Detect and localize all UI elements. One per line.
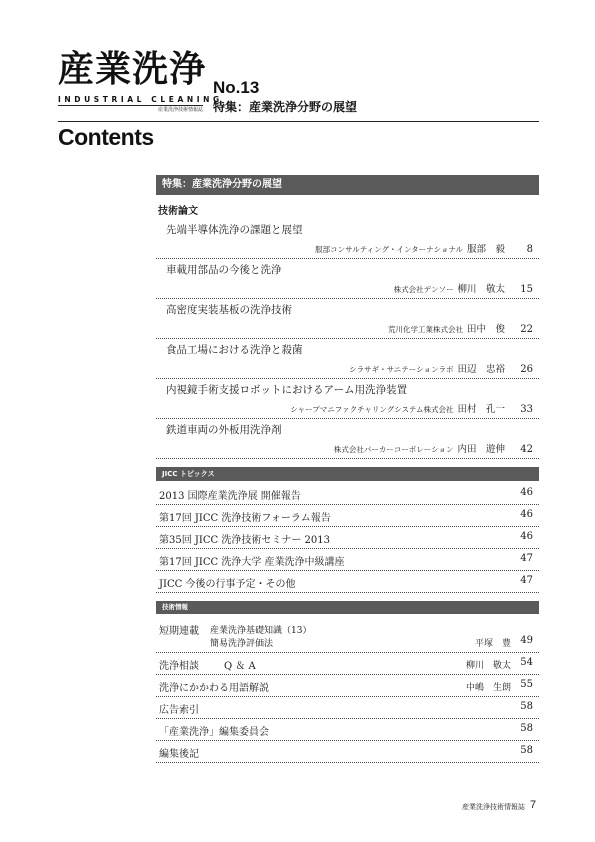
entry-category: 短期連載 (159, 626, 199, 637)
row-page: 46 (520, 509, 533, 520)
toc-row[interactable] (156, 483, 539, 505)
entry-author: 平塚 豊 (474, 639, 511, 649)
issue-theme: 特集：産業洗浄分野の展望 (213, 100, 358, 114)
entry-category: 洗浄相談 (159, 661, 199, 672)
journal-logo: 産業洗浄 (58, 49, 207, 90)
toc-article[interactable] (156, 258, 539, 299)
journal-logo-subtitle: 産業洗浄技術情報誌 (58, 105, 203, 114)
article-page: 33 (520, 404, 533, 415)
row-page: 46 (520, 531, 533, 542)
toc-glossary-entry[interactable] (156, 675, 539, 697)
article-page: 15 (520, 284, 533, 295)
article-title: 先端半導体洗浄の課題と展望 (166, 224, 303, 236)
article-author: 服部 毅 (466, 244, 505, 255)
row-page: 47 (520, 553, 533, 564)
article-title: 車載用部品の今後と洗浄 (166, 264, 282, 276)
toc-article[interactable] (156, 298, 539, 339)
entry-author: 中嶋 生朗 (465, 683, 511, 693)
article-organization: シャープマニファクチャリングシステム株式会社 (290, 405, 454, 414)
entry-page: 54 (520, 657, 533, 668)
article-title: 内視鏡手術支援ロボットにおけるアーム用洗浄装置 (166, 384, 408, 396)
toc-article[interactable] (156, 338, 539, 379)
row-title: 第35回 JICC 洗浄技術セミナー 2013 (159, 535, 330, 546)
row-title: 第17回 JICC 洗浄大学 産業洗浄中級講座 (159, 557, 345, 568)
toc-row[interactable] (156, 719, 539, 741)
article-author: 田辺 忠裕 (457, 364, 505, 375)
header-rule (58, 121, 539, 122)
article-organization: 株式会社パーカーコーポレーション (333, 445, 454, 454)
article-organization: シラサギ・サニテーションラボ (349, 365, 454, 374)
article-organization: 株式会社デンソー (393, 285, 454, 294)
entry-title: 産業洗浄基礎知識（13） (210, 626, 312, 636)
contents-title: Contents (58, 124, 154, 150)
article-author: 田中 俊 (466, 324, 505, 335)
entry-page: 49 (520, 635, 533, 646)
article-title: 鉄道車両の外板用洗浄剤 (166, 424, 282, 436)
toc-article[interactable] (156, 218, 539, 259)
entry-title: 洗浄にかかわる用語解説 (159, 683, 269, 694)
row-page: 58 (520, 723, 533, 734)
technical-papers-heading: 技術論文 (158, 206, 198, 217)
article-author: 柳川 敬太 (457, 284, 505, 295)
row-page: 46 (520, 487, 533, 498)
entry-author: 柳川 敬太 (465, 661, 511, 671)
toc-row[interactable] (156, 741, 539, 763)
toc-row[interactable] (156, 527, 539, 549)
toc-serial-entry[interactable] (156, 616, 539, 653)
toc-row[interactable] (156, 571, 539, 593)
article-page: 26 (520, 364, 533, 375)
entry-title: Q ＆ A (224, 661, 256, 672)
footer-page-number: 7 (530, 799, 537, 811)
toc-article[interactable] (156, 418, 539, 459)
article-title: 高密度実装基板の洗浄技術 (166, 304, 292, 316)
footer-journal-name: 産業洗浄技術情報誌 (462, 803, 525, 811)
journal-logo-english: INDUSTRIAL CLEANING (58, 95, 223, 104)
toc-row[interactable] (156, 549, 539, 571)
jicc-section-header: JICC トピックス (156, 467, 539, 481)
toc-row[interactable] (156, 505, 539, 527)
toc-article[interactable] (156, 378, 539, 419)
row-page: 58 (520, 701, 533, 712)
article-author: 田村 孔一 (457, 404, 505, 415)
row-title: 「産業洗浄」編集委員会 (159, 727, 269, 738)
toc-qa-entry[interactable] (156, 653, 539, 675)
feature-section-header: 特集：産業洗浄分野の展望 (156, 175, 539, 195)
article-page: 42 (520, 444, 533, 455)
issue-number: No.13 (213, 78, 260, 97)
tech-info-section-header: 技術情報 (156, 601, 539, 614)
article-page: 22 (520, 324, 533, 335)
row-title: 第17回 JICC 洗浄技術フォーラム報告 (159, 513, 331, 524)
entry-subtitle: 簡易洗浄評価法 (210, 639, 274, 649)
row-title: 広告索引 (159, 705, 199, 716)
article-author: 内田 遊伸 (457, 444, 505, 455)
article-page: 8 (526, 244, 533, 255)
row-title: JICC 今後の行事予定・その他 (159, 579, 296, 590)
toc-row[interactable] (156, 697, 539, 719)
row-page: 47 (520, 575, 533, 586)
row-title: 2013 国際産業洗浄展 開催報告 (159, 491, 301, 502)
entry-page: 55 (520, 679, 533, 690)
row-page: 58 (520, 745, 533, 756)
article-title: 食品工場における洗浄と殺菌 (166, 344, 303, 356)
article-organization: 荒川化学工業株式会社 (387, 325, 463, 334)
row-title: 編集後記 (159, 749, 199, 760)
article-organization: 服部コンサルティング・インターナショナル (315, 245, 463, 254)
